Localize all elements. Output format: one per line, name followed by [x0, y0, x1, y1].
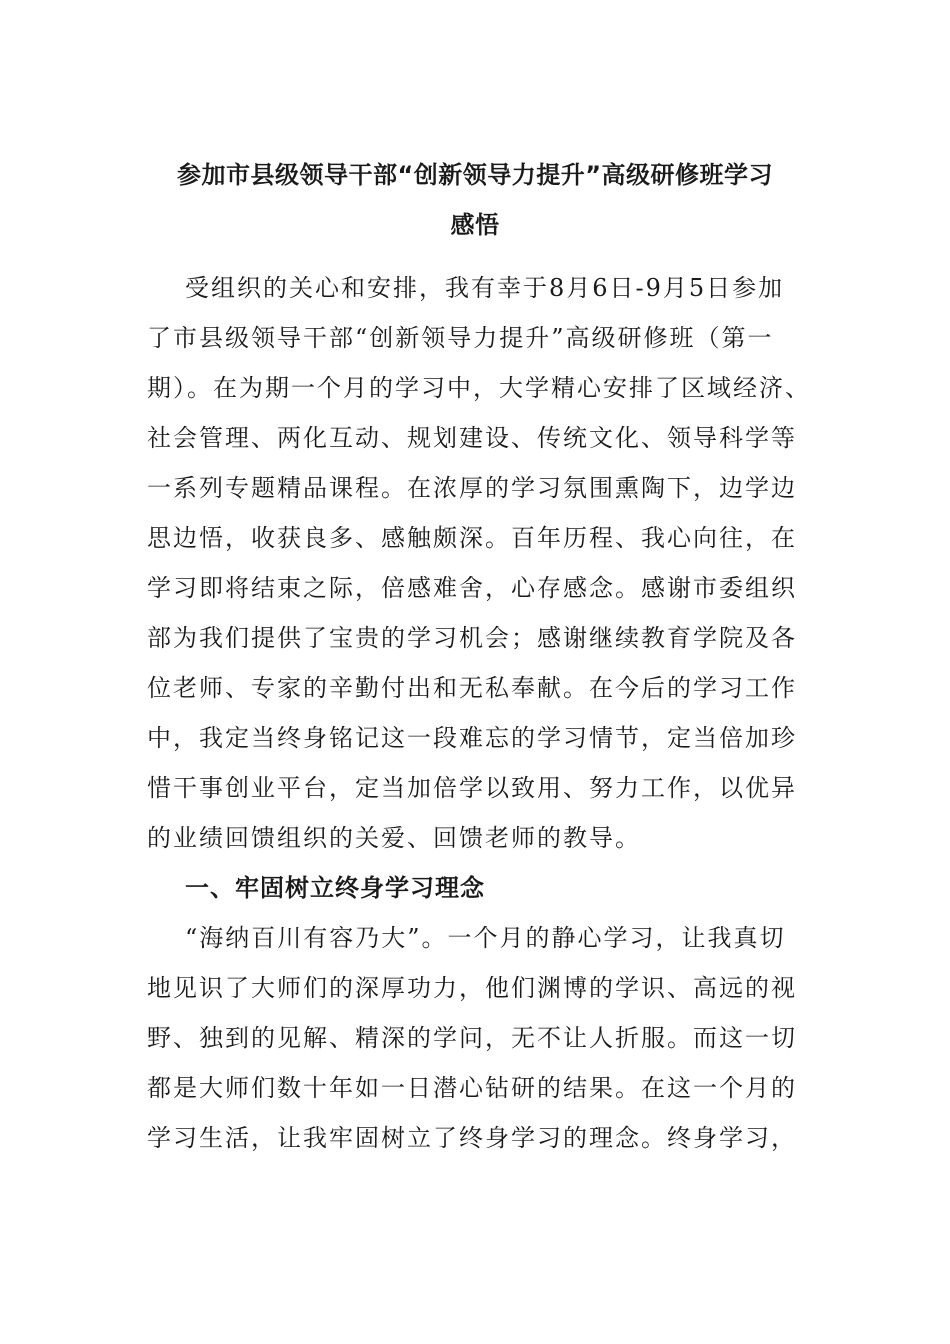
document-title-line-1: 参加市县级领导干部“创新领导力提升”高级研修班学习: [176, 161, 774, 189]
paragraph-1-line-2: 了市县级领导干部“创新领导力提升”高级研修班（第一: [147, 324, 774, 352]
paragraph-2-line-2: 地见识了大师们的深厚功力，他们渊博的学识、高远的视: [147, 974, 797, 1002]
paragraph-1-line-9: 位老师、专家的辛勤付出和无私奉献。在今后的学习工作: [147, 674, 797, 702]
paragraph-2-line-5: 学习生活，让我牢固树立了终身学习的理念。终身学习，: [147, 1124, 797, 1152]
paragraph-1-line-6: 思边悟，收获良多、感触颇深。百年历程、我心向往，在: [147, 524, 797, 552]
section-1-heading: 一、牢固树立终身学习理念: [185, 874, 485, 902]
paragraph-1-line-10: 中，我定当终身铭记这一段难忘的学习情节，定当倍加珍: [147, 724, 797, 752]
paragraph-1-line-11: 惜干事创业平台，定当加倍学以致用、努力工作，以优异: [147, 774, 797, 802]
paragraph-1-line-8: 部为我们提供了宝贵的学习机会；感谢继续教育学院及各: [147, 624, 797, 652]
paragraph-1-line-12: 的业绩回馈组织的关爱、回馈老师的教导。: [147, 824, 641, 852]
document-title-line-2: 感悟: [450, 211, 500, 239]
paragraph-2-line-3: 野、独到的见解、精深的学问，无不让人折服。而这一切: [147, 1024, 797, 1052]
paragraph-1-line-3: 期）。在为期一个月的学习中，大学精心安排了区域经济、: [147, 374, 811, 402]
paragraph-1-line-7: 学习即将结束之际，倍感难舍，心存感念。感谢市委组织: [147, 574, 797, 602]
paragraph-2-line-4: 都是大师们数十年如一日潜心钻研的结果。在这一个月的: [147, 1074, 797, 1102]
paragraph-1-line-1: 受组织的关心和安排，我有幸于8月6日-9月5日参加: [185, 274, 785, 302]
paragraph-1-line-4: 社会管理、两化互动、规划建设、传统文化、领导科学等: [147, 424, 797, 452]
paragraph-1-line-5: 一系列专题精品课程。在浓厚的学习氛围熏陶下，边学边: [147, 474, 797, 502]
paragraph-2-line-1: “海纳百川有容乃大”。一个月的静心学习，让我真切: [185, 924, 786, 952]
